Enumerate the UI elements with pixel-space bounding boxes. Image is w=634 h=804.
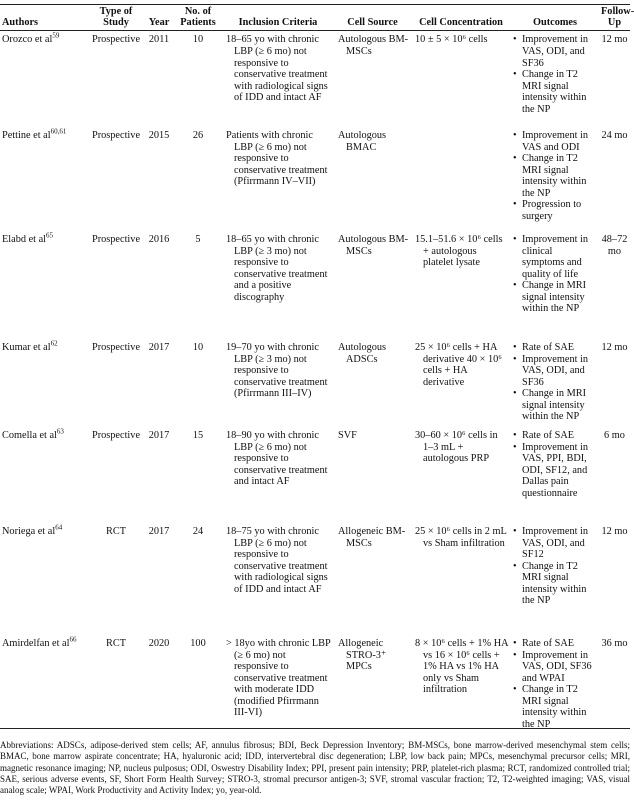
cell-concentration-cell: 15.1–51.6 × 10⁶ cells + autologous platelet lysate [415,233,503,269]
outcome-item: • Change in T2 MRI signal intensity within the NP [513,153,597,199]
reference-number: 64 [55,523,63,532]
header-criteria: Inclusion Criteria [238,17,318,29]
reference-number: 59 [52,31,60,40]
followup-cell: 12 mo [601,525,628,537]
outcome-item: • Change in MRI signal intensity within the NP [513,280,597,315]
study-type-cell: Prospective [91,34,141,46]
criteria-cell: Patients with chronic LBP (≥ 6 mo) not responsive to conservative treatment (Pfirrmann IV–VII) [226,129,328,188]
header-patients: No. of Patients [180,6,216,29]
author-cell [0,339,88,427]
cell-source-cell: Allogeneic STRO-3⁺ MPCs [338,637,387,673]
year-cell: 2015 [148,129,170,141]
outcome-item: • Improvement in VAS and ODI [513,130,597,153]
table-top-rule [0,4,630,5]
author-name: Comella et al [2,429,57,441]
outcome-item: • Rate of SAE [513,430,597,442]
table-bottom-rule [0,728,630,729]
outcome-item: • Change in T2 MRI signal intensity within the NP [513,684,597,730]
header-followup: Follow-Up [601,6,634,29]
criteria-cell: 19–70 yo with chronic LBP (≥ 3 mo) not responsive to conservative treatment (Pfirrmann III–IV) [226,341,328,400]
outcomes-cell [511,231,599,339]
outcome-item: • Change in MRI signal intensity within the NP [513,388,597,423]
header-outcomes: Outcomes [532,17,578,29]
outcome-item: • Change in T2 MRI signal intensity within the NP [513,561,597,607]
criteria-cell: 18–65 yo with chronic LBP (≥ 6 mo) not responsive to conservative treatment with radiological signs of IDD and intact AF [226,34,328,104]
patients-cell: 10 [192,341,204,353]
patients-cell: 24 [192,525,204,537]
outcome-item: • Rate of SAE [513,342,597,354]
study-type-cell: RCT [105,637,127,649]
study-type-cell: RCT [105,525,127,537]
followup-cell: 36 mo [601,637,628,649]
year-cell: 2017 [148,525,170,537]
reference-number: 60,61 [50,127,67,136]
author-cell [0,427,88,523]
outcomes-list [513,430,597,500]
patients-cell: 26 [192,129,204,141]
cell-concentration-cell: 25 × 10⁶ cells + HA derivative 40 × 10⁶ cells + HA derivative [415,341,502,388]
outcome-item: • Improvement in VAS, ODI, and SF12 [513,526,597,561]
outcome-item: • Improvement in VAS, ODI, and SF36 [513,34,597,69]
table-row [0,127,630,231]
study-type-cell: Prospective [91,429,141,441]
outcomes-cell [511,523,599,635]
patients-cell: 100 [190,637,206,649]
author-cell [0,523,88,635]
criteria-cell: 18–90 yo with chronic LBP (≥ 6 mo) not responsive to conservative treatment and intact AF [226,429,328,488]
table-row [0,523,630,635]
author-name: Noriega et al [2,525,56,537]
header-type: Type of Study [99,6,133,29]
cell-source-cell: Autologous BMAC [338,129,387,153]
outcomes-list [513,526,597,607]
year-cell: 2011 [148,34,170,46]
outcome-item: • Improvement in VAS, ODI, and SF36 [513,354,597,389]
author-cell [0,635,88,747]
reference-number: 65 [46,231,54,240]
year-cell: 2017 [148,341,170,353]
table-row [0,635,630,747]
outcome-item: • Improvement in VAS, ODI, SF36 and WPAI [513,650,597,685]
cell-source-cell: Allogeneic BM-MSCs [338,525,406,549]
cell-concentration-cell: 8 × 10⁶ cells + 1% HA vs 16 × 10⁶ cells + 1% HA vs 1% HA only vs Sham infiltration [415,637,508,696]
header-row [0,6,630,31]
followup-cell: 24 mo [601,129,628,141]
outcome-item: • Rate of SAE [513,638,597,650]
outcomes-cell [511,339,599,427]
criteria-cell: 18–65 yo with chronic LBP (≥ 3 mo) not responsive to conservative treatment and a positive discography [226,233,328,303]
author-name: Amirdelfan et al [2,637,70,649]
header-authors: Authors [2,17,39,29]
header-concentration: Cell Concentration [419,17,503,29]
followup-cell: 48–72 mo [601,233,628,257]
author-name: Elabd et al [2,233,47,245]
author-name: Kumar et al [2,341,51,353]
patients-cell: 10 [192,34,204,46]
outcome-item: • Progression to surgery [513,199,597,222]
author-name: Orozco et al [2,34,53,46]
table-body [0,31,630,747]
author-cell [0,31,88,127]
criteria-cell: 18–75 yo with chronic LBP (≥ 6 mo) not responsive to conservative treatment with radiological signs of IDD and intact AF [226,525,328,595]
cell-source-cell: Autologous ADSCs [338,341,387,365]
cell-source-cell: Autologous BM-MSCs [338,34,409,57]
clinical-trials-table [0,6,634,747]
table-row [0,427,630,523]
patients-cell: 15 [192,429,204,441]
followup-cell: 12 mo [601,34,628,46]
author-cell [0,231,88,339]
author-name: Pettine et al [2,129,51,141]
patients-cell: 5 [195,233,201,245]
cell-source-cell: SVF [338,429,357,441]
cell-concentration-cell: 25 × 10⁶ cells in 2 mL vs Sham infiltration [415,525,507,549]
outcomes-list [513,234,597,315]
abbreviations-footnote: Abbreviations: ADSCs, adipose-derived stem cells; AF, annulus fibrosus; BDI, Beck Depression Inventory; BM-MSCs, bone marrow-derived mesenchymal stem cells; BMAC, bone marrow aspirate concentrate; HA, hyaluronic acid; IDD, intervertebral disc degeneration; LBP, low back pain; MPCs, mesenchymal precursor cells; MRI, magnetic resonance imaging; NP, nucleus pulposus; ODI, Oswestry Disability Index; PPI, present pain intensity; PRP, platelet-rich plasma; RCT, randomized controlled trial; SAE, serious adverse events, SF, Short Form Health Survey; STRO-3, stromal precursor antigen-3; SVF, stromal vascular fraction; T2, T2-weighted imaging; VAS, visual analog scale; WPAI, Work Productivity and Activity Index; yo, year-old. [0,740,630,796]
cell-concentration-cell [411,127,511,231]
study-type-cell: Prospective [91,233,141,245]
followup-cell: 6 mo [604,429,625,441]
cell-concentration-cell: 30–60 × 10⁶ cells in 1–3 mL + autologous PRP [415,429,498,465]
year-cell: 2016 [148,233,170,245]
followup-cell: 12 mo [601,341,628,353]
table-row [0,231,630,339]
year-cell: 2020 [148,637,170,649]
outcomes-list [513,342,597,423]
header-source: Cell Source [347,17,398,29]
outcome-item: • Change in T2 MRI signal intensity within the NP [513,69,597,115]
header-year: Year [148,17,170,29]
outcome-item: • Improvement in VAS, PPI, BDI, ODI, SF12, and Dallas pain questionnaire [513,442,597,500]
outcomes-list [513,130,597,223]
reference-number: 66 [69,635,77,644]
outcomes-cell [511,31,599,127]
outcomes-list [513,638,597,731]
table-row [0,339,630,427]
reference-number: 62 [50,339,58,348]
year-cell: 2017 [148,429,170,441]
criteria-cell: > 18yo with chronic LBP (≥ 6 mo) not responsive to conservative treatment with moderate IDD (modified Pfirrmann III-VI) [226,637,331,719]
reference-number: 63 [56,427,64,436]
outcome-item: • Improvement in clinical symptoms and quality of life [513,234,597,280]
study-type-cell: Prospective [91,129,141,141]
outcomes-cell [511,127,599,231]
outcomes-list [513,34,597,115]
outcomes-cell [511,427,599,523]
outcomes-cell [511,635,599,747]
study-type-cell: Prospective [91,341,141,353]
cell-source-cell: Autologous BM-MSCs [338,233,409,257]
cell-concentration-cell: 10 ± 5 × 10⁶ cells [415,34,488,46]
author-cell [0,127,88,231]
table-row [0,31,630,127]
